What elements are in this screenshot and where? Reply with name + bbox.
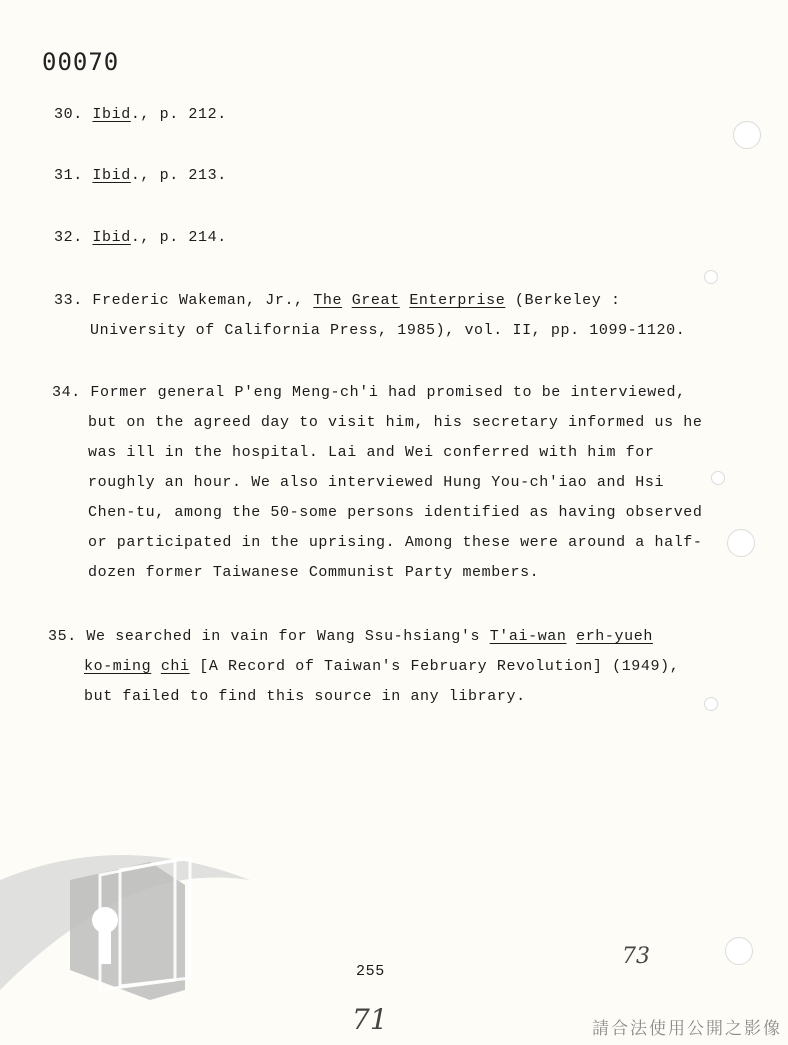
citation-text: ., p. 214. xyxy=(130,229,227,246)
book-title-word: T'ai-wan xyxy=(489,628,567,645)
footnote-33 xyxy=(54,286,685,346)
book-title-word: erh-yueh xyxy=(576,628,653,645)
footnote-text: Former general P'eng Meng-ch'i had promised to be interviewed, xyxy=(90,384,686,401)
book-title-word: The xyxy=(313,292,343,309)
footnote-line: roughly an hour. We also interviewed Hung You-ch'iao and Hsi xyxy=(88,474,665,491)
footnote-line xyxy=(54,286,685,316)
book-title-word: Great xyxy=(351,292,400,309)
citation-title: Ibid xyxy=(92,229,131,246)
archive-logo-icon xyxy=(0,840,300,1010)
footnote-number: 32. xyxy=(54,229,83,246)
footnote-text: We searched in vain for Wang Ssu-hsiang's xyxy=(86,628,490,645)
citation-title: Ibid xyxy=(92,167,131,184)
footnote-34 xyxy=(52,378,703,588)
footnote-line xyxy=(54,161,227,191)
footnote-number: 31. xyxy=(54,167,83,184)
punch-hole xyxy=(711,471,725,485)
footnote-line xyxy=(52,378,703,408)
handwritten-note: 71 xyxy=(352,1003,388,1036)
punch-hole xyxy=(704,697,718,711)
footnote-line xyxy=(54,100,227,130)
footnote-line xyxy=(54,223,227,253)
space xyxy=(342,292,352,309)
space xyxy=(151,658,161,675)
book-title-word: ko-ming xyxy=(84,658,152,675)
citation-text: (Berkeley : xyxy=(505,292,621,309)
footnote-number: 33. xyxy=(54,292,83,309)
citation-text: Frederic Wakeman, Jr., xyxy=(92,292,314,309)
punch-hole xyxy=(733,121,761,149)
punch-hole xyxy=(727,529,755,557)
punch-hole xyxy=(725,937,753,965)
footnote-line xyxy=(48,622,679,652)
space xyxy=(567,628,577,645)
book-title-word: Enterprise xyxy=(409,292,506,309)
footnote-line: Chen-tu, among the 50-some persons identified as having observed xyxy=(88,504,703,521)
footnote-line: but failed to find this source in any library. xyxy=(84,688,526,705)
footnote-line xyxy=(48,652,679,682)
citation-title: Ibid xyxy=(92,106,131,123)
footnote-line: or participated in the uprising. Among these were around a half- xyxy=(88,534,703,551)
footnote-line: but on the agreed day to visit him, his secretary informed us he xyxy=(88,414,703,431)
footnote-35 xyxy=(48,622,679,712)
footnote-number: 35. xyxy=(48,628,77,645)
citation-text: ., p. 212. xyxy=(130,106,227,123)
document-id: 00070 xyxy=(42,48,120,76)
handwritten-note: 73 xyxy=(622,944,650,969)
footnote-number: 30. xyxy=(54,106,83,123)
punch-hole xyxy=(704,270,718,284)
page-number: 255 xyxy=(356,963,385,980)
footnote-30 xyxy=(54,100,227,130)
footnote-line: dozen former Taiwanese Communist Party members. xyxy=(88,564,540,581)
book-title-word: chi xyxy=(160,658,190,675)
citation-text: ., p. 213. xyxy=(130,167,227,184)
watermark-text: 請合法使用公開之影像 xyxy=(592,1019,782,1039)
space xyxy=(400,292,410,309)
citation-text: University of California Press, 1985), vol. II, pp. 1099-1120. xyxy=(90,322,686,339)
footnote-text: [A Record of Taiwan's February Revolution] (1949), xyxy=(189,658,680,675)
footnote-line xyxy=(54,316,685,346)
footnote-line: was ill in the hospital. Lai and Wei conferred with him for xyxy=(88,444,655,461)
footnote-number: 34. xyxy=(52,384,81,401)
footnote-32 xyxy=(54,223,227,253)
footnote-31 xyxy=(54,161,227,191)
